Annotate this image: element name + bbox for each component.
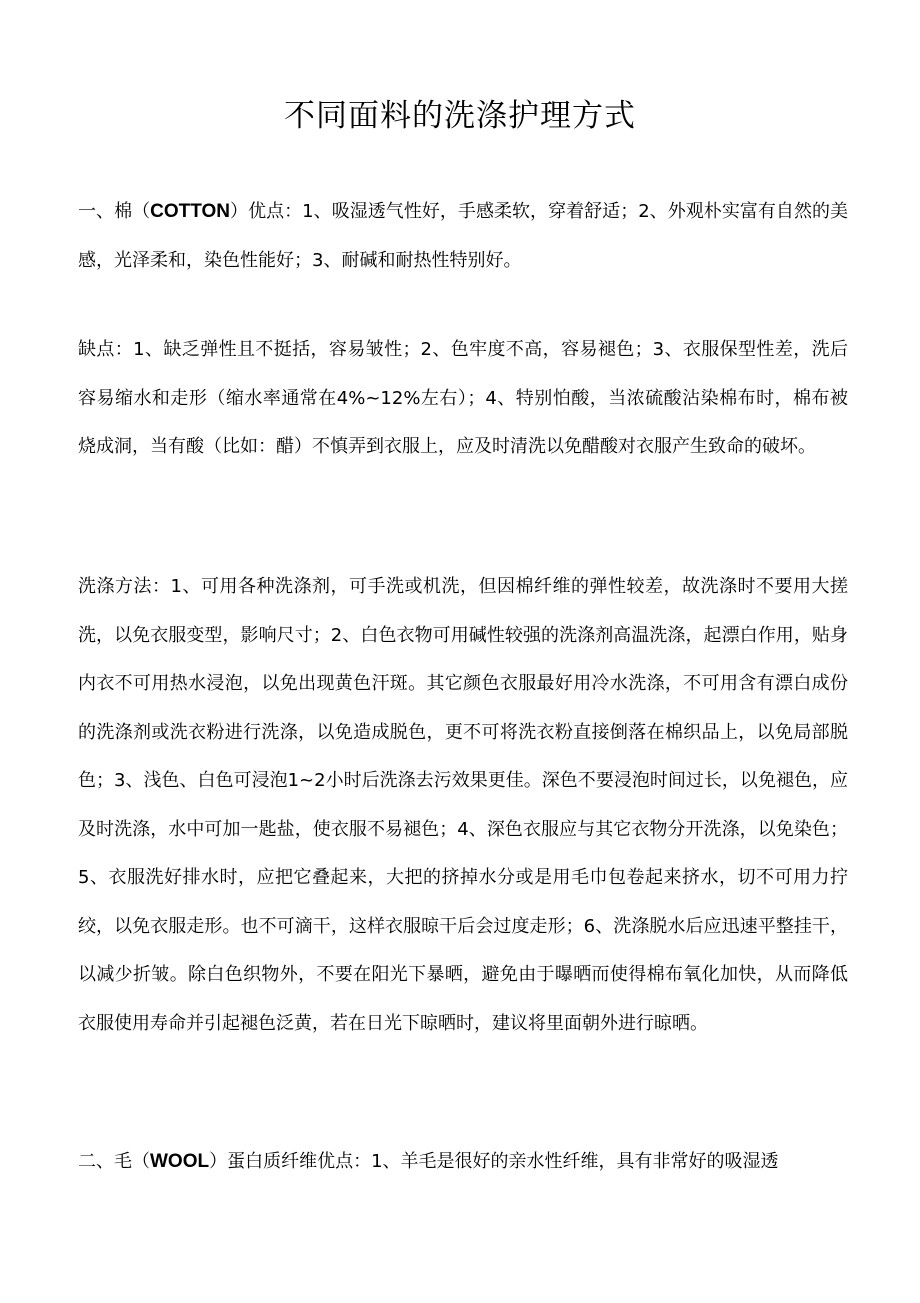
section2-term: WOOL <box>150 1151 210 1172</box>
document-title: 不同面料的洗涤护理方式 <box>284 98 636 134</box>
section1-prefix: 一、棉（ <box>78 201 151 222</box>
section2-suffix: ）蛋白质纤维优点：1、羊毛是很好的亲水性纤维，具有非常好的吸湿透 <box>209 1151 779 1172</box>
cotton-advantages-paragraph <box>78 188 848 285</box>
cotton-drawbacks-paragraph: 缺点：1、缺乏弹性且不挺括，容易皱性；2、色牢度不高，容易褪色；3、衣服保型性差，洗后容易缩水和走形（缩水率通常在4%~12%左右）；4、特别怕酸，当浓硫酸沾染棉布时，棉布被烧成洞，当有酸（比如：醋）不慎弄到衣服上，应及时清洗以免醋酸对衣服产生致命的破坏。 <box>78 339 848 457</box>
section2-prefix: 二、毛（ <box>78 1151 150 1172</box>
cotton-washing-paragraph: 洗涤方法：1、可用各种洗涤剂，可手洗或机洗，但因棉纤维的弹性较差，故洗涤时不要用大搓洗，以免衣服变型，影响尺寸；2、白色衣物可用碱性较强的洗涤剂高温洗涤，起漂白作用，贴身内衣不可用热水浸泡，以免出现黄色汗斑。其它颜色衣服最好用冷水洗涤，不可用含有漂白成份的洗涤剂或洗衣粉进行洗涤，以免造成脱色，更不可将洗衣粉直接倒落在棉织品上，以免局部脱色；3、浅色、白色可浸泡1~2小时后洗涤去污效果更佳。深色不要浸泡时间过长，以免褪色，应及时洗涤，水中可加一匙盐，使衣服不易褪色；4、深色衣服应与其它衣物分开洗涤，以免染色；5、衣服洗好排水时，应把它叠起来，大把的挤掉水分或是用毛巾包卷起来挤水，切不可用力拧绞，以免衣服走形。也不可滴干，这样衣服晾干后会过度走形；6、洗涤脱水后应迅速平整挂干，以减少折皱。除白色织物外，不要在阳光下暴晒，避免由于曝晒而使得棉布氧化加快，从而降低衣服使用寿命并引起褪色泛黄，若在日光下晾晒时，建议将里面朝外进行晾晒。 <box>78 576 848 1034</box>
section1-term: COTTON <box>150 201 231 222</box>
wool-advantages-paragraph <box>78 1138 848 1187</box>
section1-suffix: ）优点：1、吸湿透气性好，手感柔软，穿着舒适；2、外观朴实富有自然的美感，光泽柔和，染色性能好；3、耐碱和耐热性特别好。 <box>78 201 849 271</box>
